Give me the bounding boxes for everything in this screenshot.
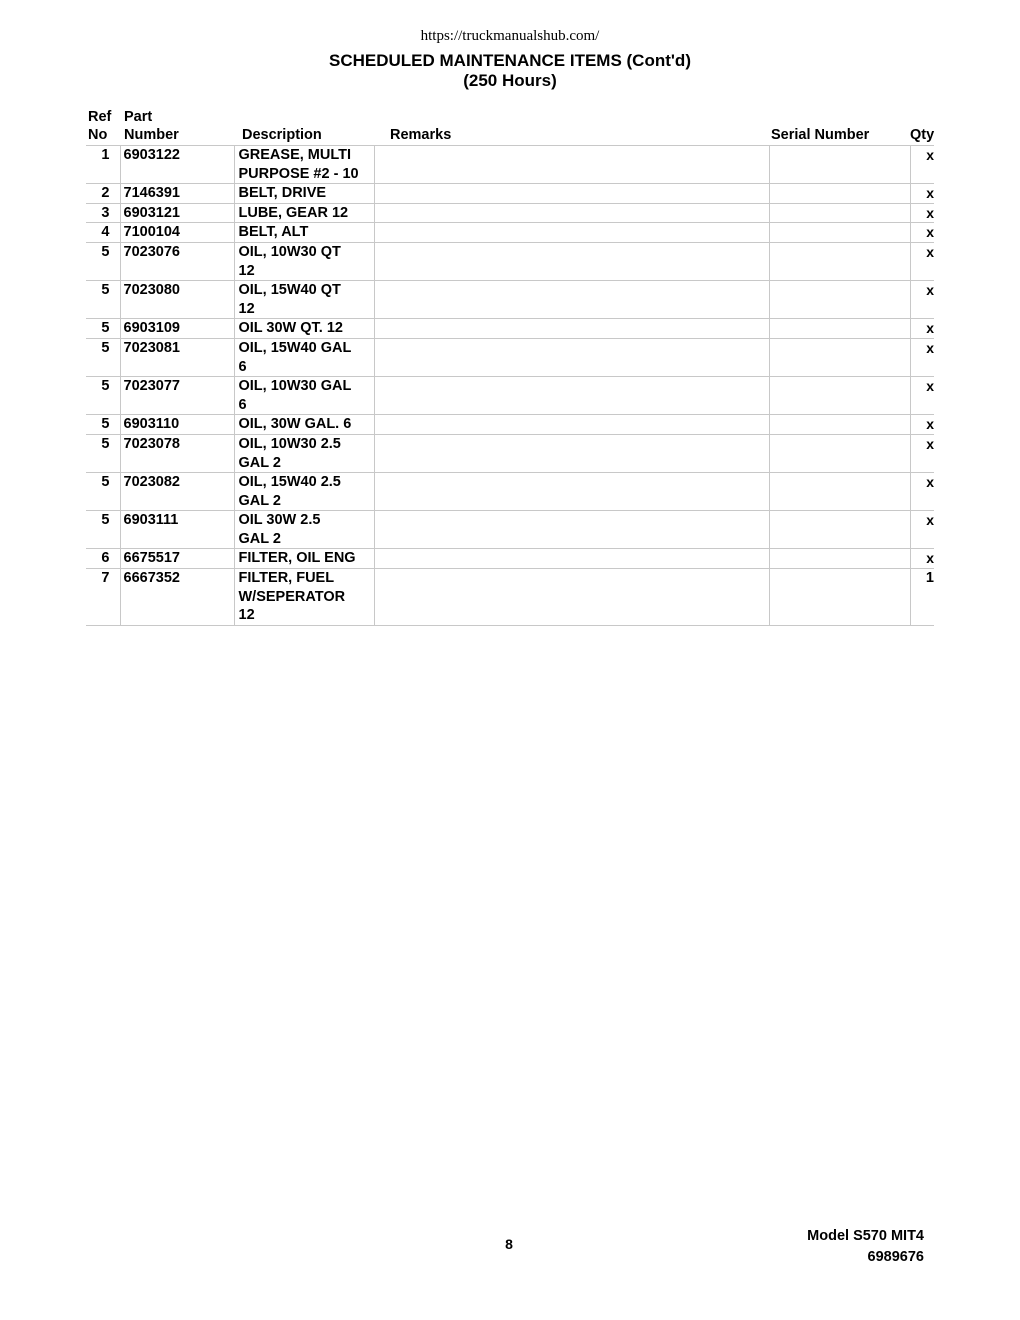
- table-row: [86, 319, 934, 339]
- ref-no-cell: 5: [86, 377, 120, 415]
- description-line: OIL, 15W40 GAL: [238, 339, 352, 356]
- table-row: [86, 146, 934, 184]
- qty-cell: x: [910, 203, 934, 223]
- ref-no-cell: 5: [86, 415, 120, 435]
- qty-cell: x: [910, 511, 934, 549]
- qty-cell: x: [910, 242, 934, 280]
- description-cell: [234, 377, 374, 415]
- qty-cell: 1: [910, 569, 934, 626]
- description-cell: [234, 434, 374, 472]
- remarks-cell: [374, 377, 769, 415]
- table-row: [86, 549, 934, 569]
- description-line: GREASE, MULTI: [238, 147, 352, 163]
- serial-number-cell: [769, 203, 910, 223]
- description-line: BELT, DRIVE: [238, 185, 327, 202]
- qty-cell: x: [910, 549, 934, 569]
- page-title: [0, 51, 1020, 91]
- description-line: W/SEPERATOR: [238, 588, 346, 605]
- serial-number-cell: [769, 242, 910, 280]
- description-line: PURPOSE #2 - 10: [238, 165, 359, 182]
- qty-cell: x: [910, 146, 934, 184]
- model-name: Model S570 MIT4: [807, 1228, 924, 1244]
- remarks-cell: [374, 203, 769, 223]
- source-url: https://truckmanualshub.com/: [420, 28, 600, 44]
- table-row: [86, 434, 934, 472]
- remarks-cell: [374, 146, 769, 184]
- model-code: 6989676: [867, 1249, 924, 1265]
- description-cell: [234, 415, 374, 435]
- serial-number-cell: [769, 223, 910, 243]
- page-number: 8: [505, 1236, 513, 1252]
- ref-no-cell: 5: [86, 281, 120, 319]
- description-line: OIL, 10W30 GAL: [238, 378, 352, 395]
- part-number-cell: 6675517: [120, 549, 234, 569]
- table-header: [86, 108, 934, 146]
- qty-cell: x: [910, 415, 934, 435]
- table-row: [86, 223, 934, 243]
- ref-no-cell: 3: [86, 203, 120, 223]
- description-line: 6: [238, 358, 247, 375]
- table-row: [86, 415, 934, 435]
- description-line: FILTER, OIL ENG: [238, 550, 356, 567]
- serial-number-cell: [769, 549, 910, 569]
- part-number-cell: 7023077: [120, 377, 234, 415]
- ref-no-cell: 5: [86, 338, 120, 376]
- description-line: 12: [238, 607, 255, 624]
- title-line-1: SCHEDULED MAINTENANCE ITEMS (Cont'd): [329, 51, 691, 70]
- description-line: GAL 2: [238, 492, 281, 509]
- part-number-cell: 7023078: [120, 434, 234, 472]
- qty-cell: x: [910, 223, 934, 243]
- table-row: [86, 281, 934, 319]
- description-cell: [234, 203, 374, 223]
- description-line: OIL, 30W GAL. 6: [238, 416, 352, 433]
- part-number-cell: 7100104: [120, 223, 234, 243]
- table-row: [86, 242, 934, 280]
- table-row: [86, 203, 934, 223]
- qty-cell: x: [910, 434, 934, 472]
- remarks-cell: [374, 281, 769, 319]
- part-number-cell: 6903121: [120, 203, 234, 223]
- serial-number-cell: [769, 281, 910, 319]
- serial-number-cell: [769, 434, 910, 472]
- parts-table: [86, 108, 934, 626]
- ref-no-cell: 1: [86, 146, 120, 184]
- remarks-cell: [374, 223, 769, 243]
- remarks-cell: [374, 511, 769, 549]
- qty-cell: x: [910, 473, 934, 511]
- description-line: OIL, 10W30 QT: [238, 243, 341, 260]
- description-cell: [234, 281, 374, 319]
- serial-number-cell: [769, 511, 910, 549]
- ref-no-cell: 7: [86, 569, 120, 626]
- table-row: [86, 473, 934, 511]
- remarks-cell: [374, 473, 769, 511]
- description-cell: [234, 473, 374, 511]
- description-line: 12: [238, 262, 255, 279]
- title-line-2: (250 Hours): [463, 71, 557, 90]
- remarks-cell: [374, 242, 769, 280]
- description-line: GAL 2: [238, 454, 281, 471]
- part-number-cell: 7023082: [120, 473, 234, 511]
- ref-no-cell: 5: [86, 473, 120, 511]
- ref-no-cell: 5: [86, 511, 120, 549]
- serial-number-cell: [769, 377, 910, 415]
- table-row: [86, 377, 934, 415]
- remarks-cell: [374, 319, 769, 339]
- header-ref-no: [86, 108, 120, 146]
- ref-no-cell: 4: [86, 223, 120, 243]
- header-qty: Qty: [910, 108, 934, 146]
- header-part-number: [120, 108, 234, 146]
- header-ref-line2: No: [88, 127, 108, 143]
- part-number-cell: 6667352: [120, 569, 234, 626]
- qty-cell: x: [910, 319, 934, 339]
- description-line: 12: [238, 300, 255, 317]
- serial-number-cell: [769, 415, 910, 435]
- qty-cell: x: [910, 377, 934, 415]
- description-line: BELT, ALT: [238, 224, 309, 241]
- header-ref-line1: Ref: [88, 109, 112, 125]
- description-cell: [234, 319, 374, 339]
- remarks-cell: [374, 184, 769, 204]
- header-part-line1: Part: [124, 109, 153, 125]
- part-number-cell: 7023076: [120, 242, 234, 280]
- description-line: OIL, 10W30 2.5: [238, 435, 341, 452]
- ref-no-cell: 6: [86, 549, 120, 569]
- qty-cell: x: [910, 338, 934, 376]
- table-row: [86, 511, 934, 549]
- description-cell: [234, 242, 374, 280]
- description-line: 6: [238, 396, 247, 413]
- part-number-cell: 7023081: [120, 338, 234, 376]
- header-description: Description: [234, 108, 374, 146]
- serial-number-cell: [769, 319, 910, 339]
- serial-number-cell: [769, 146, 910, 184]
- table-row: [86, 338, 934, 376]
- part-number-cell: 6903122: [120, 146, 234, 184]
- remarks-cell: [374, 549, 769, 569]
- description-line: OIL, 15W40 2.5: [238, 474, 341, 491]
- ref-no-cell: 2: [86, 184, 120, 204]
- description-cell: [234, 511, 374, 549]
- header-serial-number: Serial Number: [769, 108, 910, 146]
- remarks-cell: [374, 338, 769, 376]
- ref-no-cell: 5: [86, 319, 120, 339]
- part-number-cell: 6903110: [120, 415, 234, 435]
- description-line: GAL 2: [238, 530, 281, 547]
- part-number-cell: 7023080: [120, 281, 234, 319]
- qty-cell: x: [910, 184, 934, 204]
- header-remarks: Remarks: [374, 108, 769, 146]
- header-part-line2: Number: [124, 127, 179, 143]
- ref-no-cell: 5: [86, 242, 120, 280]
- table-row: [86, 184, 934, 204]
- description-line: LUBE, GEAR 12: [238, 204, 349, 221]
- description-line: FILTER, FUEL: [238, 570, 335, 587]
- description-cell: [234, 146, 374, 184]
- description-cell: [234, 223, 374, 243]
- description-cell: [234, 549, 374, 569]
- description-cell: [234, 569, 374, 626]
- description-line: OIL 30W 2.5: [238, 512, 321, 529]
- serial-number-cell: [769, 338, 910, 376]
- remarks-cell: [374, 434, 769, 472]
- part-number-cell: 6903109: [120, 319, 234, 339]
- serial-number-cell: [769, 473, 910, 511]
- serial-number-cell: [769, 569, 910, 626]
- qty-cell: x: [910, 281, 934, 319]
- table-body: [86, 146, 934, 626]
- part-number-cell: 7146391: [120, 184, 234, 204]
- remarks-cell: [374, 569, 769, 626]
- ref-no-cell: 5: [86, 434, 120, 472]
- description-line: OIL 30W QT. 12: [238, 320, 343, 337]
- table-row: [86, 569, 934, 626]
- description-cell: [234, 184, 374, 204]
- description-cell: [234, 338, 374, 376]
- description-line: OIL, 15W40 QT: [238, 282, 341, 299]
- part-number-cell: 6903111: [120, 511, 234, 549]
- model-info: [807, 1226, 924, 1268]
- serial-number-cell: [769, 184, 910, 204]
- remarks-cell: [374, 415, 769, 435]
